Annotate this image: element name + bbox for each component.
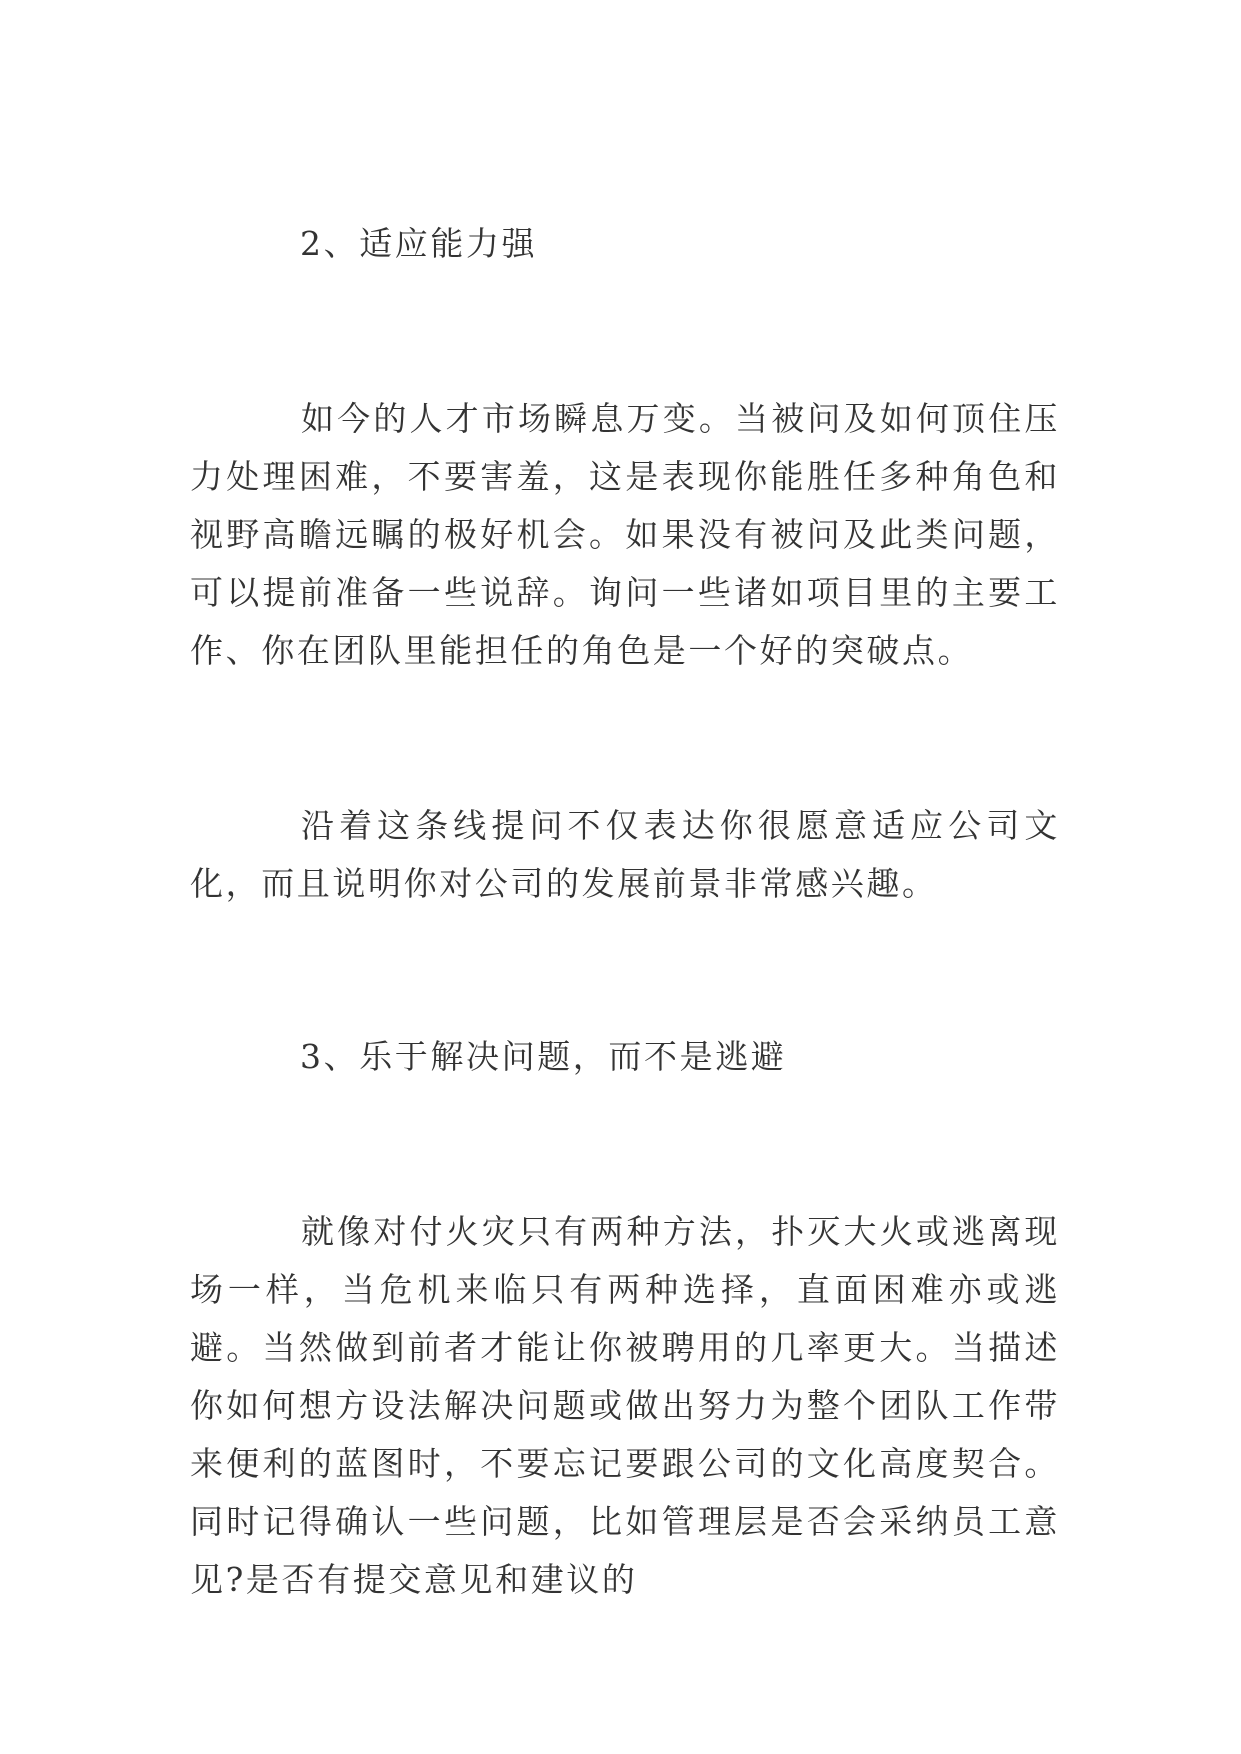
section-heading-2: 2、适应能力强 <box>300 224 538 263</box>
paragraph-problem-solving: 就像对付火灾只有两种方法，扑灭大火或逃离现场一样，当危机来临只有两种选择，直面困难亦或逃避。当然做到前者才能让你被聘用的几率更大。当描述你如何想方设法解决问题或做出努力为整个团队工作带来便利的蓝图时，不要忘记要跟公司的文化高度契合。同时记得确认一些问题，比如管理层是否会采纳员工意见?是否有提交意见和建议的 <box>190 1212 1060 1599</box>
paragraph-adaptability: 如今的人才市场瞬息万变。当被问及如何顶住压力处理困难，不要害羞，这是表现你能胜任多种角色和视野高瞻远瞩的极好机会。如果没有被问及此类问题，可以提前准备一些说辞。询问一些诸如项目里的主要工作、你在团队里能担任的角色是一个好的突破点。 <box>190 399 1060 670</box>
section-heading-3: 3、乐于解决问题，而不是逃避 <box>300 1037 787 1076</box>
paragraph-company-culture: 沿着这条线提问不仅表达你很愿意适应公司文化，而且说明你对公司的发展前景非常感兴趣。 <box>190 806 1060 903</box>
